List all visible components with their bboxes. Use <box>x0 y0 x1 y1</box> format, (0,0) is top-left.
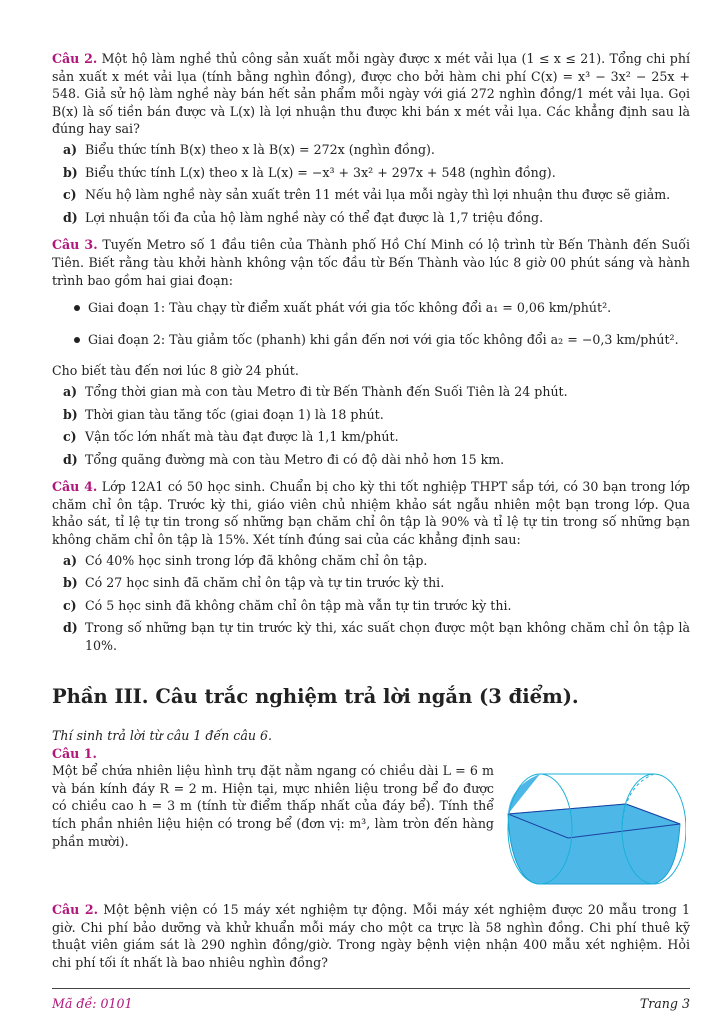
bullet-text: Giai đoạn 1: Tàu chạy từ điểm xuất phát với gia tốc không đổi a₁ = 0,06 km/phút². <box>88 300 612 316</box>
option-b <box>52 574 690 592</box>
question-label: Câu 3. <box>52 237 98 253</box>
question-label: Câu 1. <box>52 745 97 761</box>
option-text: Biểu thức tính B(x) theo x là B(x) = 272x (nghìn đồng). <box>85 141 435 157</box>
question-text: Lớp 12A1 có 50 học sinh. Chuẩn bị cho kỳ thi tốt nghiệp THPT sắp tới, có 30 bạn trong lớp chăm chỉ ôn tập. Trước kỳ thi, giáo viên chủ nhiệm khảo sát ngẫu nhiên một bạn trong lớp. Qua khảo sát, tỉ lệ tự tin trong số những bạn chăm chỉ ôn tập là 90% và tỉ lệ tự tin trong số những bạn không chăm chỉ ôn tập là 15%. Xét tính đúng sai của các khẳng định sau: <box>52 479 690 548</box>
option-b <box>52 164 690 182</box>
option-key: a) <box>63 383 78 399</box>
option-d <box>52 451 690 469</box>
option-text: Lợi nhuận tối đa của hộ làm nghề này có thể đạt được là 1,7 triệu đồng. <box>85 209 544 225</box>
bullet-item <box>52 299 690 317</box>
option-list <box>52 383 690 468</box>
exam-page <box>52 50 690 982</box>
question-text: Một bệnh viện có 15 máy xét nghiệm tự động. Mỗi máy xét nghiệm được 20 mẫu trong 1 giờ. Chi phí bảo dưỡng và khử khuẩn mỗi máy cho một ca trực là 58 nghìn đồng. Chi phí thuê kỹ thuật viên giám sát là 290 nghìn đồng/giờ. Trong ngày bệnh viện nhận 400 mẫu xét nghiệm. Hỏi chi phí tối ít nhất là bao nhiêu nghìn đồng? <box>52 902 691 970</box>
option-b <box>52 406 690 424</box>
option-text: Trong số những bạn tự tin trước kỳ thi, xác suất chọn được một bạn không chăm chỉ ôn tập là 10%. <box>85 620 690 654</box>
option-text: Biểu thức tính L(x) theo x là L(x) = −x³ + 3x² + 297x + 548 (nghìn đồng). <box>85 164 556 180</box>
bullet-item <box>52 331 690 349</box>
short-question-1 <box>52 745 690 892</box>
option-list <box>52 141 690 226</box>
bullet-list <box>52 299 690 348</box>
option-key: b) <box>63 575 78 591</box>
question-text: Một bể chứa nhiên liệu hình trụ đặt nằm ngang có chiều dài L = 6 m và bán kính đáy R = 2 m. Hiện tại, mực nhiên liệu trong bể đo được có chiều cao h = 3 m (tính từ điểm thấp nhất của đáy bể). Tính thể tích phần nhiên liệu hiện có trong bể (đơn vị: m³, làm tròn đến hàng phần mười). <box>52 763 494 849</box>
option-c <box>52 428 690 446</box>
option-c <box>52 186 690 204</box>
option-key: b) <box>63 164 78 180</box>
option-a <box>52 141 690 159</box>
section-title: Phần III. Câu trắc nghiệm trả lời ngắn (3 điểm). <box>52 684 579 708</box>
option-key: a) <box>63 552 78 568</box>
question-3 <box>52 236 690 468</box>
option-text: Thời gian tàu tăng tốc (giai đoạn 1) là 18 phút. <box>85 406 384 422</box>
question-4 <box>52 478 690 654</box>
option-text: Có 27 học sinh đã chăm chỉ ôn tập và tự tin trước kỳ thi. <box>85 575 445 591</box>
option-key: c) <box>63 429 77 445</box>
option-text: Tổng quãng đường mà con tàu Metro đi có độ dài nhỏ hơn 15 km. <box>85 451 505 467</box>
option-a <box>52 552 690 570</box>
option-text: Nếu hộ làm nghề này sản xuất trên 11 mét vải lụa mỗi ngày thì lợi nhuận thu được sẽ giảm. <box>85 187 671 203</box>
question-label: Câu 2. <box>52 51 98 66</box>
question-after-text: Cho biết tàu đến nơi lúc 8 giờ 24 phút. <box>52 363 299 379</box>
option-key: d) <box>63 209 78 225</box>
question-2 <box>52 50 690 226</box>
exam-code: Mã đề: 0101 <box>52 996 133 1011</box>
option-text: Vận tốc lớn nhất mà tàu đạt được là 1,1 km/phút. <box>85 429 399 445</box>
question-label: Câu 4. <box>52 479 98 495</box>
question-text: Tuyến Metro số 1 đầu tiên của Thành phố Hồ Chí Minh có lộ trình từ Bến Thành đến Suối Tiên. Biết rằng tàu khởi hành không vận tốc đầu từ Bến Thành vào lúc 8 giờ 00 phút sáng và hành trình bao gồm hai giai đoạn: <box>52 237 690 288</box>
option-key: d) <box>63 451 78 467</box>
bullet-dot-icon <box>74 305 80 311</box>
option-d <box>52 209 690 227</box>
question-text: Một hộ làm nghề thủ công sản xuất mỗi ngày được x mét vải lụa (1 ≤ x ≤ 21). Tổng chi phí sản xuất x mét vải lụa (tính bằng nghìn đồng), được cho bởi hàm chi phí C(x) = x³ − 3x² − 25x + 548. Giả sử hộ làm nghề này bán hết sản phẩm mỗi ngày với giá 272 nghìn đồng/1 mét vải lụa. Gọi B(x) là số tiền bán được và L(x) là lợi nhuận thu được khi bán x mét vải lụa. Các khẳng định sau là đúng hay sai? <box>52 51 690 137</box>
question-label: Câu 2. <box>52 902 99 918</box>
option-a <box>52 383 690 401</box>
bullet-text: Giai đoạn 2: Tàu giảm tốc (phanh) khi gần đến nơi với gia tốc không đổi a₂ = −0,3 km/phút². <box>88 331 679 347</box>
section-instruction: Thí sinh trả lời từ câu 1 đến câu 6. <box>52 727 272 743</box>
option-text: Tổng thời gian mà con tàu Metro đi từ Bến Thành đến Suối Tiên là 24 phút. <box>85 383 568 399</box>
cylinder-tank-figure <box>506 766 686 891</box>
page-number: Trang 3 <box>639 996 690 1011</box>
option-d <box>52 619 690 654</box>
option-key: c) <box>63 187 77 203</box>
option-list <box>52 552 690 655</box>
option-key: b) <box>63 406 78 422</box>
option-c <box>52 597 690 615</box>
option-key: a) <box>63 141 78 157</box>
bullet-dot-icon <box>74 337 80 343</box>
option-key: d) <box>63 620 78 636</box>
page-footer <box>52 988 690 1011</box>
option-text: Có 40% học sinh trong lớp đã không chăm chỉ ôn tập. <box>85 552 428 568</box>
option-text: Có 5 học sinh đã không chăm chỉ ôn tập mà vẫn tự tin trước kỳ thi. <box>85 597 512 613</box>
option-key: c) <box>63 597 77 613</box>
short-question-2 <box>52 901 690 971</box>
